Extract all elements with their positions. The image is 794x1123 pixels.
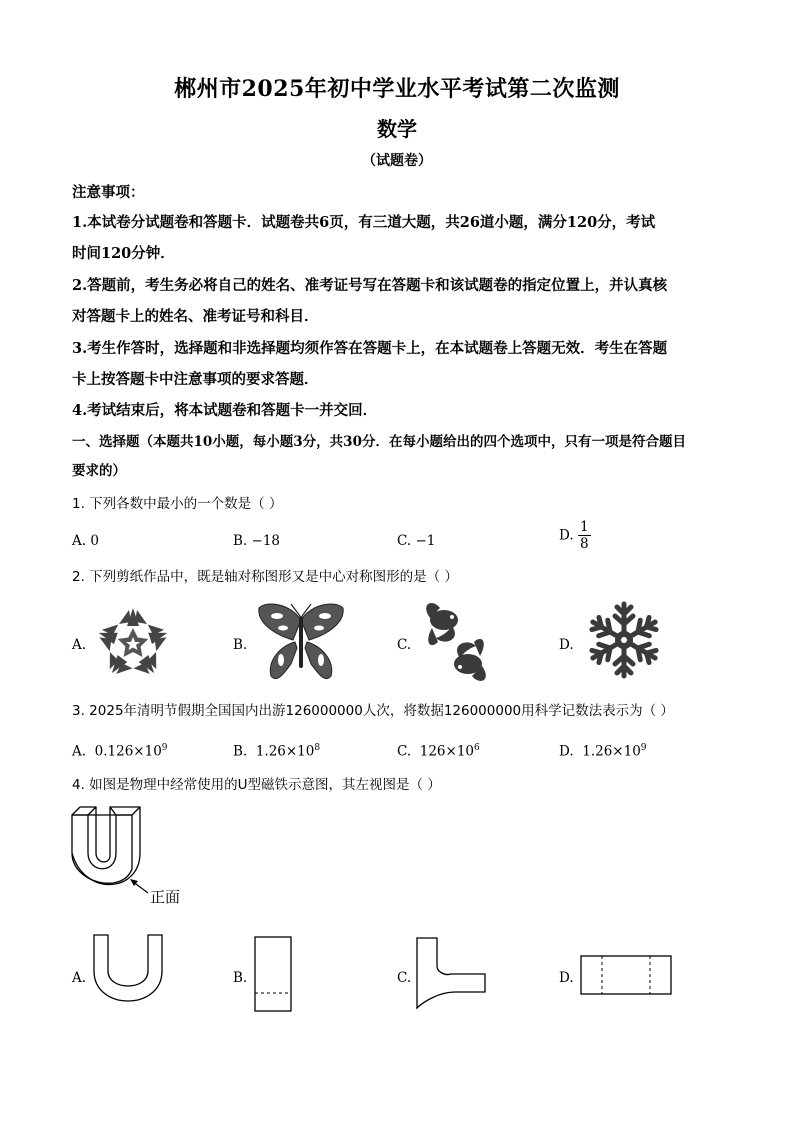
exponent: 9 (640, 743, 647, 753)
q2-option-d-label: D. (559, 637, 574, 653)
question-4-stem: 4. 如图是物理中经常使用的U型磁铁示意图，其左视图是（ ） (72, 777, 441, 793)
notice-line: 1.本试卷分试题卷和答题卡．试题卷共6页，有三道大题，共26道小题，满分120分，考试 (72, 214, 656, 231)
option-value: −1 (415, 533, 436, 549)
option-label: A. (72, 533, 87, 549)
fraction-numerator: 1 (579, 519, 589, 535)
option-label: B. (233, 743, 248, 760)
section-heading-cont: 要求的） (72, 463, 126, 479)
option-label: A. (72, 743, 87, 760)
q2-option-a-label: A. (72, 637, 87, 653)
question-1-stem: 1. 下列各数中最小的一个数是（ ） (72, 496, 283, 512)
notice-line: 4.考试结束后，将本试题卷和答题卡一并交回． (72, 402, 378, 419)
q4-option-a-label: A. (72, 970, 87, 986)
question-3-stem: 3. 2025年清明节假期全国国内出游126000000人次，将数据126000000用科学记数法表示为（ ） (72, 703, 674, 719)
exam-subject: 数学 (377, 117, 417, 141)
q3-option-a (72, 738, 168, 762)
option-value: 126×10 (419, 743, 474, 760)
notice-line: 卡上按答题卡中注意事项的要求答题． (72, 371, 319, 388)
notice-line: 时间120分钟． (72, 245, 175, 262)
section-heading: 一、选择题（本题共10小题，每小题3分，共30分．在每小题给出的四个选项中，只有一项是符合题目 (72, 434, 686, 450)
q4-option-c-label: C. (397, 970, 412, 986)
q1-option-d (559, 519, 591, 552)
q3-option-d (559, 738, 647, 762)
notice-line: 2.答题前，考生务必将自己的姓名、准考证号写在答题卡和该试题卷的指定位置上，并认真核 (72, 277, 668, 294)
q1-option-a (72, 531, 99, 551)
option-label: D. (559, 527, 574, 544)
option-label: C. (397, 743, 412, 760)
exponent: 9 (161, 743, 168, 753)
notice-line: 对答题卡上的姓名、准考证号和科目． (72, 308, 319, 325)
notice-heading: 注意事项： (72, 184, 145, 201)
q4-option-b-figure (254, 936, 294, 1014)
paper-cut-snowflake-image (584, 600, 664, 680)
fraction-denominator: 8 (579, 536, 589, 552)
q2-option-c-label: C. (397, 637, 412, 653)
option-value: 0.126×10 (94, 743, 162, 760)
fraction (578, 519, 591, 552)
option-value: 1.26×10 (582, 743, 641, 760)
q1-option-c (397, 531, 435, 551)
q3-option-b (233, 738, 320, 762)
option-label: C. (397, 533, 412, 549)
q4-option-d-label: D. (559, 970, 574, 986)
option-value: 1.26×10 (255, 743, 315, 760)
exam-title: 郴州市2025年初中学业水平考试第二次监测 (174, 76, 620, 102)
paper-cut-star-image (95, 606, 171, 682)
option-label: B. (233, 533, 248, 549)
option-value: −18 (251, 533, 281, 549)
q4-option-a-figure (92, 933, 166, 1005)
q1-option-b (233, 531, 280, 551)
exponent: 8 (314, 743, 321, 753)
q2-option-b-label: B. (233, 637, 248, 653)
q4-option-b-label: B. (233, 970, 248, 986)
q4-option-d-figure (580, 955, 674, 997)
paper-cut-butterfly-image (255, 600, 347, 686)
paper-cut-goldfish-image (422, 598, 490, 688)
q4-option-c-figure (415, 936, 487, 1010)
q3-option-c (397, 738, 480, 762)
option-label: D. (559, 743, 574, 760)
exponent: 6 (474, 743, 480, 753)
option-value: 0 (90, 533, 99, 549)
question-2-stem: 2. 下列剪纸作品中，既是轴对称图形又是中心对称图形的是（ ） (72, 569, 458, 585)
notice-line: 3.考生作答时，选择题和非选择题均须作答在答题卡上，在本试题卷上答题无效．考生在答题 (72, 340, 668, 357)
paper-type: （试题卷） (362, 153, 432, 169)
front-view-label: 正面 (150, 888, 181, 906)
